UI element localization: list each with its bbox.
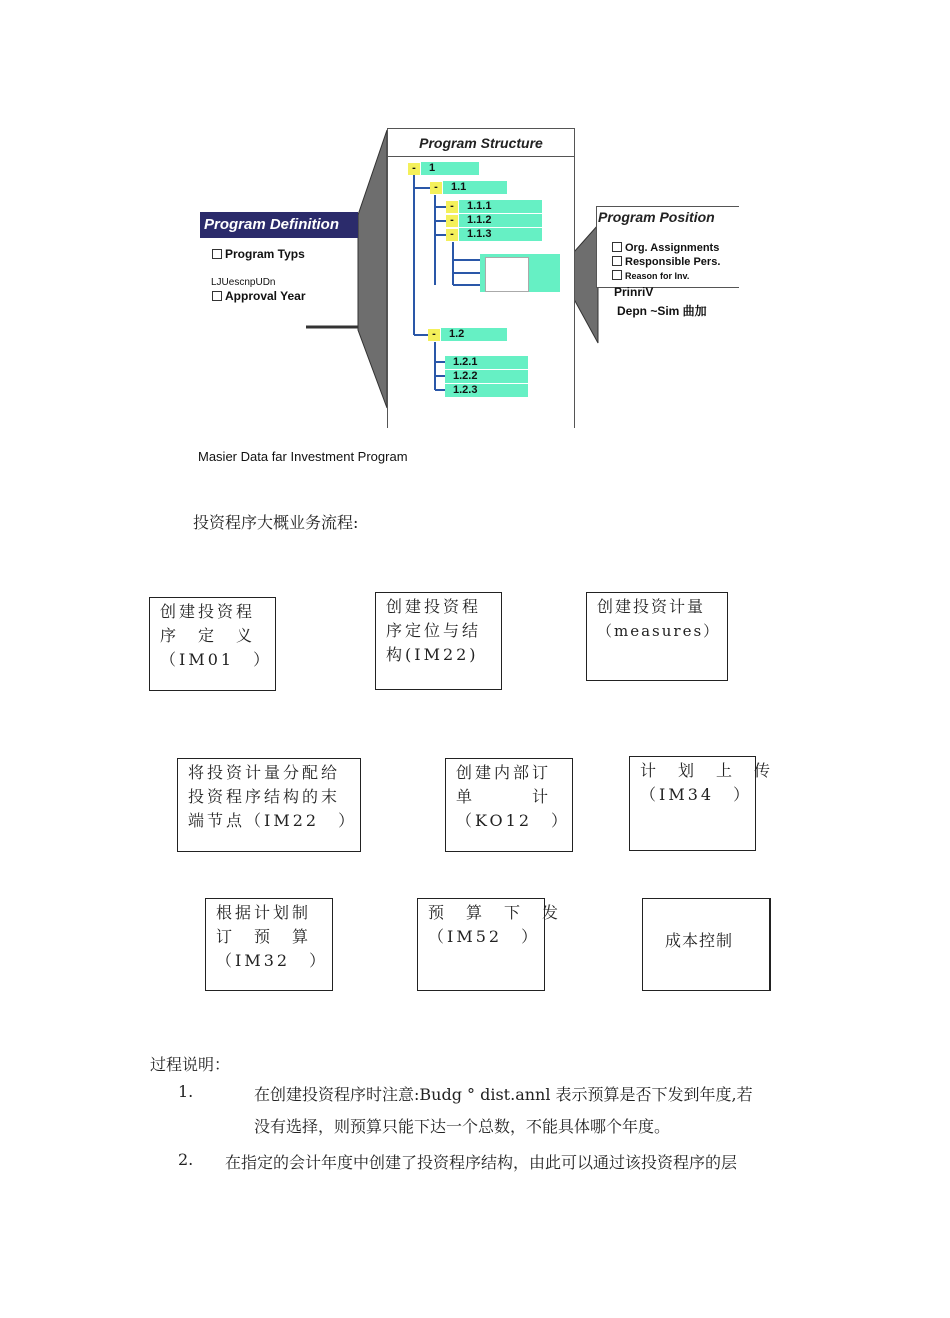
program-definition-title: Program Definition <box>200 212 358 238</box>
process-item-text: 在指定的会计年度中创建了投资程序结构，由此可以通过该投资程序的层 <box>225 1153 738 1172</box>
process-item-text: 没有选择，则预算只能下达一个总数，不能具体哪个年度。 <box>254 1117 671 1136</box>
process-item-text: 在创建投资程序时注意:Budg ° dist.annl 表示预算是否下发到年度,若 <box>254 1085 753 1104</box>
position-item-org: Org. Assignments <box>612 242 719 254</box>
flow-intro: 投资程序大概业务流程: <box>193 513 359 532</box>
collapse-icon: - <box>446 201 458 213</box>
flow-box-im52: 预 算 下 发 （IM52 ） <box>417 898 545 991</box>
process-item-number: 1. <box>178 1082 194 1101</box>
collapse-icon: - <box>430 182 442 194</box>
program-structure-title: Program Structure <box>388 130 574 157</box>
definition-item-description: LJUescnpUDn <box>211 277 276 288</box>
position-item-responsible: Responsible Pers. <box>612 256 720 268</box>
tree-node: 1.1.3 <box>459 228 542 241</box>
tree-node: 1.2.3 <box>445 384 528 397</box>
collapse-icon: - <box>428 329 440 341</box>
tree-node: 1.1.2 <box>459 214 542 227</box>
flow-box-im01: 创建投资程 序 定 义 （IM01 ） <box>149 597 276 691</box>
checkbox-icon <box>612 270 622 280</box>
tree-node: 1.1.1 <box>459 200 542 213</box>
position-extra-1: PrinriV <box>614 285 654 299</box>
collapse-icon: - <box>446 215 458 227</box>
program-position-title: Program Position <box>598 209 715 225</box>
tree-node: 1.2.2 <box>445 370 528 383</box>
flow-box-im32: 根据计划制 订 预 算 （IM32 ） <box>205 898 333 991</box>
checkbox-icon <box>612 256 622 266</box>
obscured-area <box>485 257 529 292</box>
position-item-reason: Reason for Inv. <box>612 270 689 281</box>
flow-box-im34: 计 划 上 传 （IM34 ） <box>629 756 756 851</box>
tree-node: 1.1 <box>443 181 507 194</box>
flow-box-cost-control: 成本控制 <box>642 898 771 991</box>
tree-node: 1 <box>421 162 479 175</box>
flow-box-im22-assign: 将投资计量分配给 投资程序结构的末 端节点（IM22 ） <box>177 758 361 852</box>
definition-item-program-type: Program Typs <box>212 247 305 261</box>
flow-box-measures: 创建投资计量 （measures） <box>586 592 728 681</box>
flow-box-ko12: 创建内部订 单 计 （KO12 ） <box>445 758 573 852</box>
process-item-number: 2. <box>178 1150 194 1169</box>
tree-node: 1.2.1 <box>445 356 528 369</box>
tree-node: 1.2 <box>441 328 507 341</box>
checkbox-icon <box>212 291 222 301</box>
flow-box-im22-structure: 创建投资程 序定位与结 构(IM22) <box>375 592 502 690</box>
checkbox-icon <box>612 242 622 252</box>
diagram-caption: Masier Data far Investment Program <box>198 449 408 464</box>
collapse-icon: - <box>446 229 458 241</box>
checkbox-icon <box>212 249 222 259</box>
position-extra-2: Depn ~Sim 曲加 <box>617 304 707 318</box>
collapse-icon: - <box>408 163 420 175</box>
process-heading: 过程说明： <box>150 1055 231 1074</box>
definition-item-approval-year: Approval Year <box>212 289 305 303</box>
